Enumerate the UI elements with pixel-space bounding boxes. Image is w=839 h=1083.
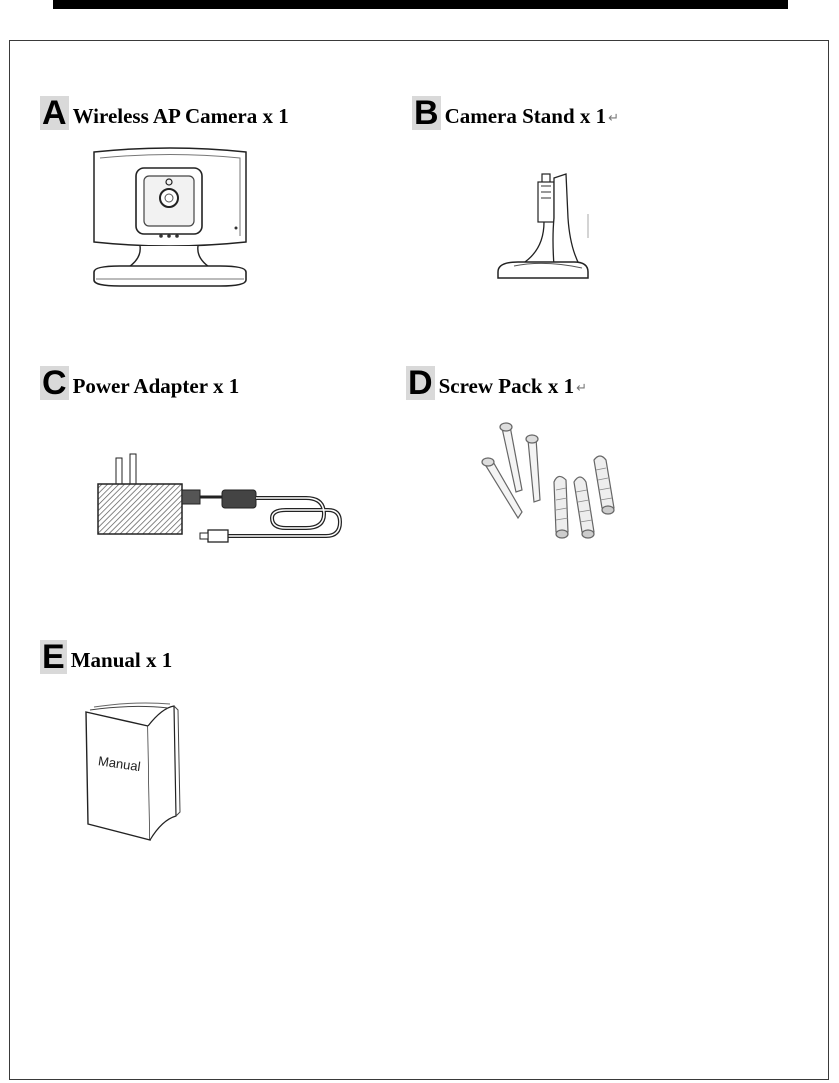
item-d-letter: D (408, 364, 433, 402)
item-e-letter: E (42, 638, 65, 676)
return-mark-icon: ↵ (608, 111, 620, 126)
item-c-letter: C (42, 364, 67, 402)
manual-cover-text: Manual (97, 753, 142, 775)
item-b-heading (412, 96, 619, 130)
top-black-bar (53, 0, 788, 9)
item-a-letter: A (42, 94, 67, 132)
screw-pack-illustration (478, 420, 628, 550)
power-adapter-illustration (96, 450, 346, 550)
manual-booklet-illustration (82, 700, 192, 845)
item-b-letter: B (414, 94, 439, 132)
item-b-label: Camera Stand x 1 (444, 104, 607, 128)
return-mark-icon: ↵ (576, 381, 587, 396)
item-d-label: Screw Pack x 1 (438, 374, 575, 398)
item-d-heading (406, 366, 587, 400)
item-c-heading (40, 366, 239, 400)
item-a-label: Wireless AP Camera x 1 (72, 104, 289, 128)
camera-illustration (80, 148, 260, 293)
item-c-label: Power Adapter x 1 (72, 374, 240, 398)
camera-stand-illustration (494, 168, 594, 288)
item-a-heading (40, 96, 289, 130)
item-e-heading (40, 640, 172, 674)
item-e-label: Manual x 1 (70, 648, 173, 672)
